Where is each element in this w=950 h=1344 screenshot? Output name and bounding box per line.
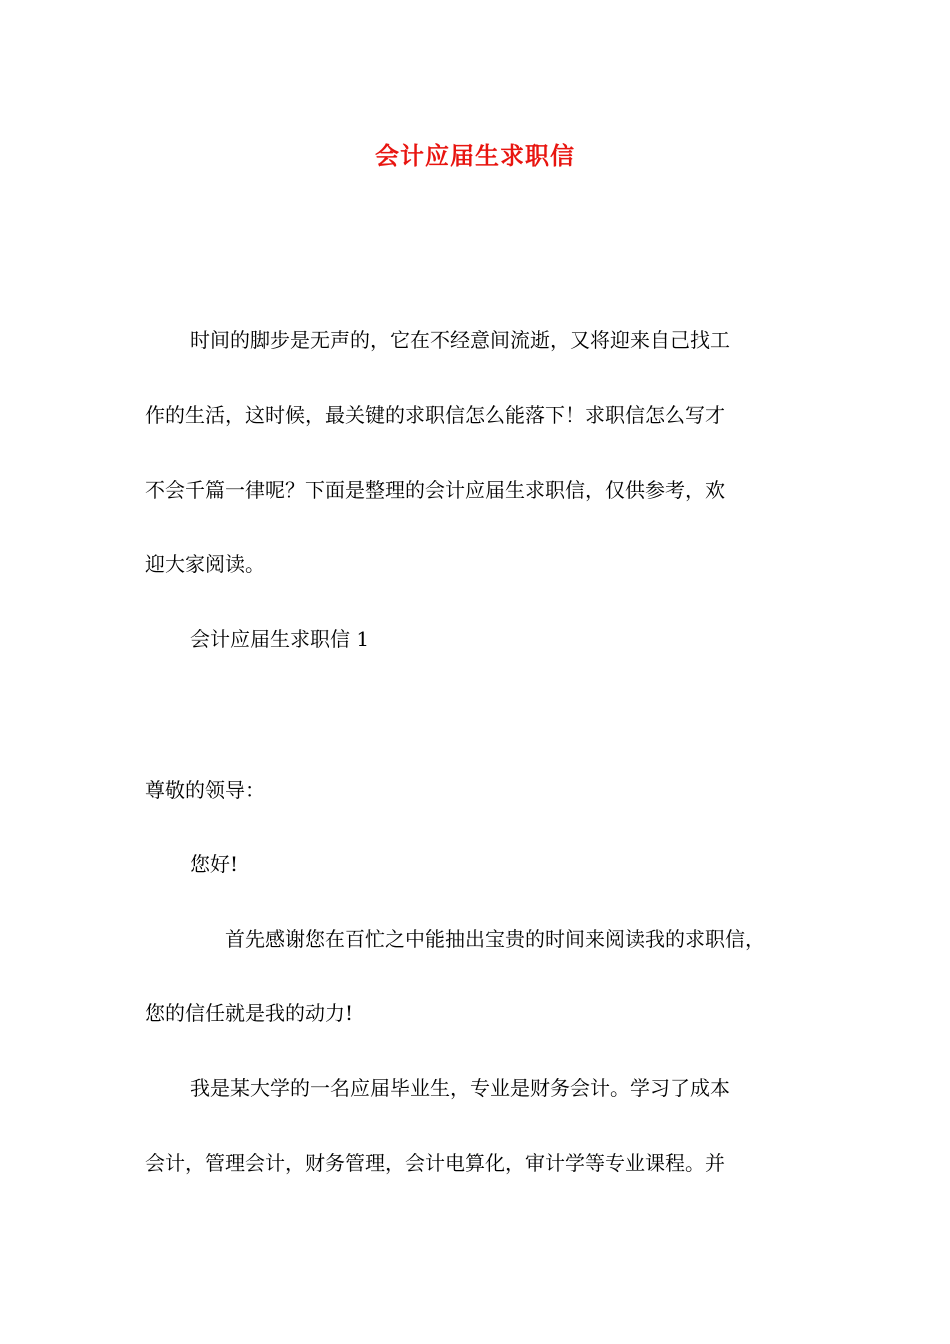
paragraph-1-line-1: 首先感谢您在百忙之中能抽出宝贵的时间来阅读我的求职信， — [225, 927, 765, 951]
intro-line-2: 作的生活，这时候，最关键的求职信怎么能落下！求职信怎么写才 — [145, 403, 725, 427]
section-heading: 会计应届生求职信 1 — [190, 627, 370, 651]
intro-line-3: 不会千篇一律呢？下面是整理的会计应届生求职信，仅供参考，欢 — [145, 478, 725, 502]
intro-line-4: 迎大家阅读。 — [145, 552, 265, 576]
paragraph-2-line-1: 我是某大学的一名应届毕业生，专业是财务会计。学习了成本 — [190, 1076, 730, 1100]
intro-line-1: 时间的脚步是无声的，它在不经意间流逝，又将迎来自己找工 — [190, 328, 730, 352]
paragraph-2-line-2: 会计，管理会计，财务管理，会计电算化，审计学等专业课程。并 — [145, 1151, 725, 1175]
paragraph-1-line-2: 您的信任就是我的动力! — [145, 1001, 354, 1025]
greeting: 您好! — [190, 852, 239, 876]
salutation: 尊敬的领导： — [145, 778, 265, 802]
document-title: 会计应届生求职信 — [375, 141, 575, 170]
